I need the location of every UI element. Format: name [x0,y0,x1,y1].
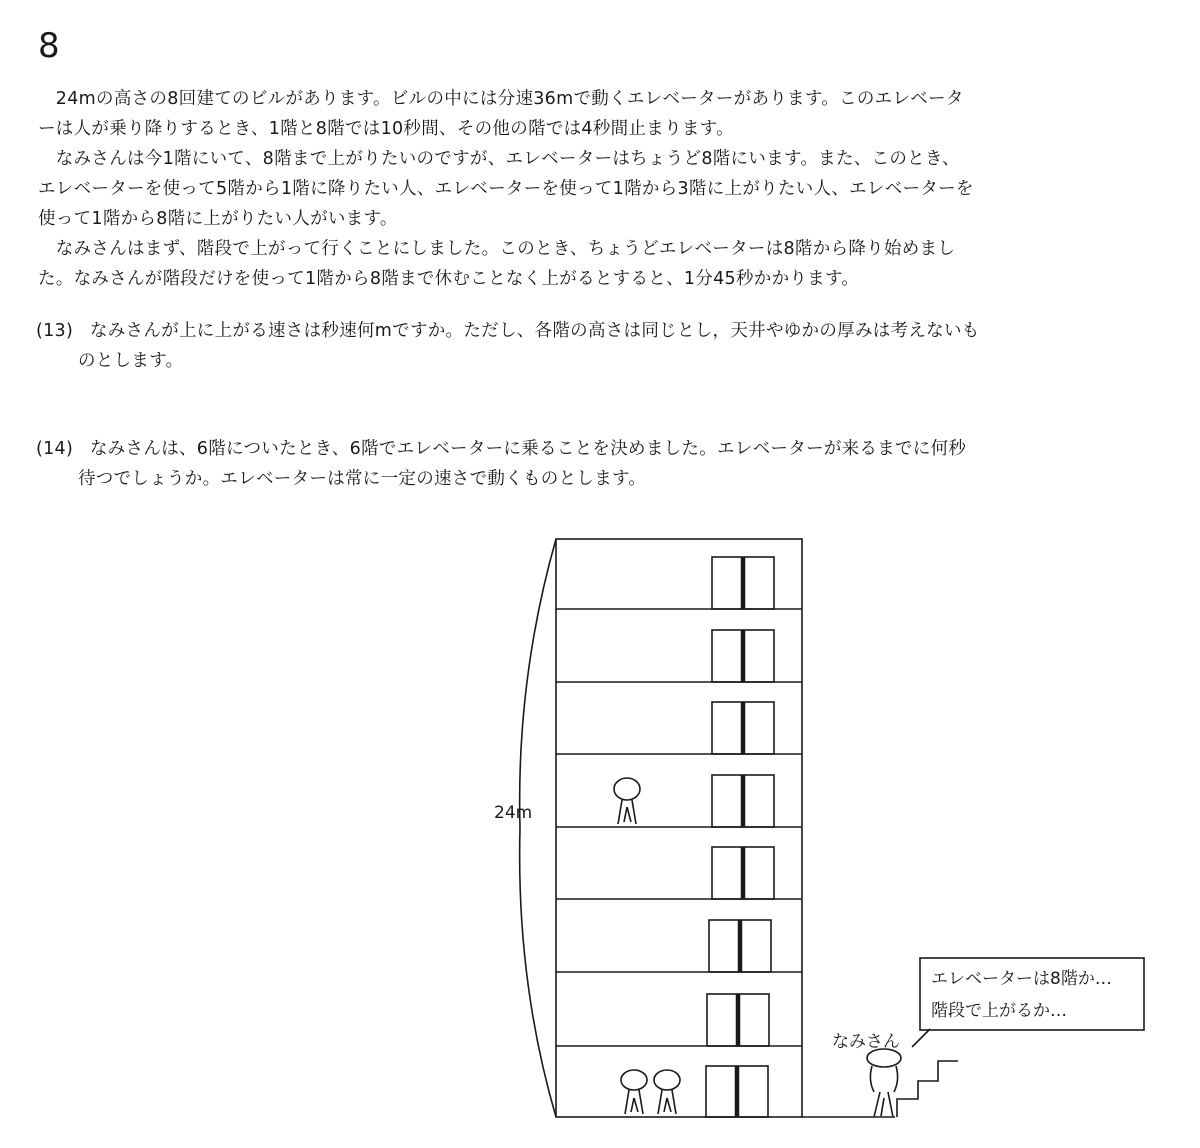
question-text: なみさんは、6階についたとき、6階でエレベーターに乗ることを決めました。エレベーターが来るまでに何秒 [90,439,967,459]
intro-line: なみさんはまず、階段で上がって行くことにしました。このとき、ちょうどエレベーターは8階から降り始めまし [38,239,956,259]
intro-line: 24mの高さの8回建てのビルがあります。ビルの中には分速36mで動くエレベーターがあります。このエレベータ [38,89,964,109]
intro-line: なみさんは今1階にいて、8階まで上がりたいのですが、エレベーターはちょうど8階にいます。また、このとき、 [38,149,960,169]
speech-line: エレベーターは8階か… [931,969,1112,989]
intro-line: ーは人が乗り降りするとき、1階と8階では10秒間、その他の階では4秒間止まります。 [38,119,734,139]
question-label: (13) [36,321,74,341]
question-text: なみさんが上に上がる速さは秒速何mですか。ただし、各階の高さは同じとし，天井やゆかの厚みは考えないも [90,321,980,341]
question-text-cont: 待つでしょうか。エレベーターは常に一定の速さで動くものとします。 [78,469,647,489]
stairs [897,1061,958,1117]
person-figure-floor-1 [654,1070,680,1114]
intro-line: 使って1階から8階に上がりたい人がいます。 [38,209,398,229]
speech-bubble-tail [912,1029,930,1047]
person-figure-floor-1 [621,1070,647,1114]
problem-number: 8 [38,26,60,66]
person-figure-floor-5 [614,778,640,824]
building-outline [556,539,802,1117]
person-label-nami: なみさん [832,1032,900,1052]
height-brace [520,539,556,1117]
intro-line: エレベーターを使って5階から1階に降りたい人、エレベーターを使って1階から3階に上がりたい人、エレベーターを [38,179,974,199]
speech-line: 階段で上がるか… [931,1001,1067,1021]
question-label: (14) [36,439,74,459]
intro-line: た。なみさんが階段だけを使って1階から8階まで休むことなく上がるとすると、1分45秒かかります。 [38,269,860,289]
nami-figure [867,1049,901,1117]
height-label: 24m [494,803,533,823]
question-text-cont: のとします。 [78,351,184,371]
